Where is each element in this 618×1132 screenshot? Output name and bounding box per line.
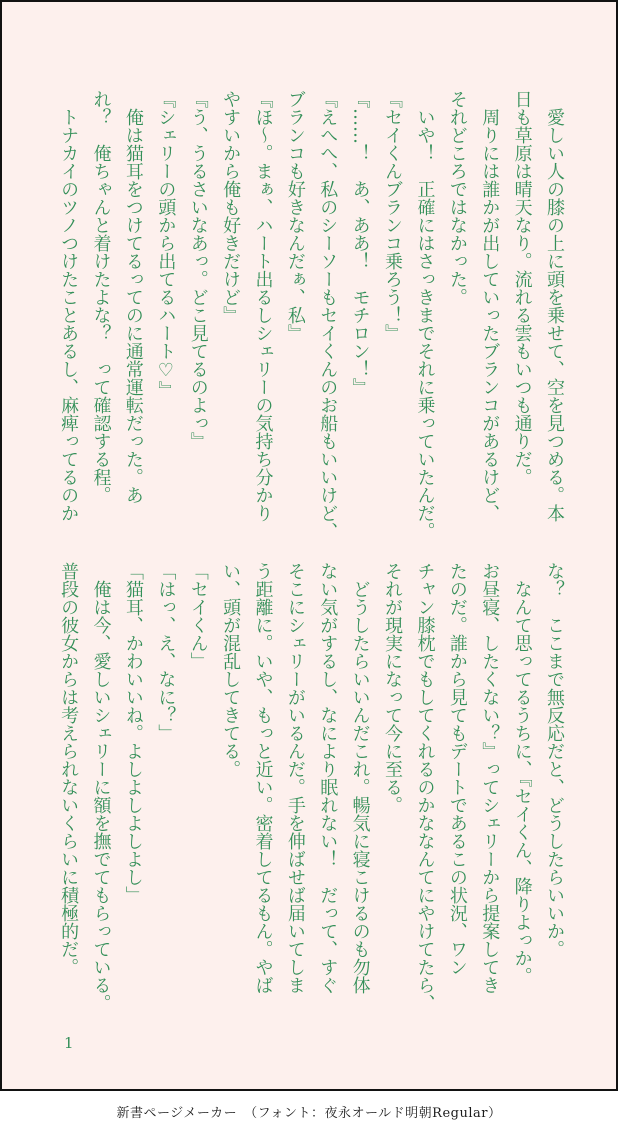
text-column: 『……！ あ、ああ！ モチロン！』 bbox=[349, 90, 371, 396]
text-column: それが現実になって今に至る。 bbox=[382, 562, 404, 814]
text-column: 「猫耳、かわいいね。よしよしよしよし」 bbox=[122, 562, 144, 904]
text-column: 俺は猫耳をつけてるってのに通常運転だった。あ bbox=[122, 90, 144, 504]
text-column: 愛しい人の膝の上に頭を乗せて、空を見つめる。本 bbox=[544, 90, 565, 522]
text-column: い、頭が混乱してきてる。 bbox=[220, 562, 242, 778]
text-column: トナカイのツノつけたことあるし、麻痺ってるのか bbox=[58, 90, 80, 522]
text-column: 普段の彼女からは考えられないくらいに積極的だ。 bbox=[58, 562, 80, 976]
text-column: ない気がするし、なにより眠れない！ だって、すぐ bbox=[317, 562, 339, 994]
text-column: 『ほ〜。まぁ、ハート出るしシェリーの気持ち分かり bbox=[252, 90, 274, 522]
text-column: なんて思ってるうちに、『セイくん、降りよっか。 bbox=[511, 562, 533, 985]
text-column: 「セイくん」 bbox=[187, 562, 209, 670]
text-column: どうしたらいいんだこれ。暢気に寝こけるのも勿体 bbox=[349, 562, 371, 994]
page-number: 1 bbox=[64, 1034, 74, 1052]
text-column: 『セイくんブランコ乗ろう！』 bbox=[382, 90, 404, 342]
vertical-text-block-top bbox=[52, 90, 570, 538]
text-column: チャン膝枕でもしてくれるのかななんてにやけてたら、 bbox=[414, 562, 436, 1012]
text-column: やすいから俺も好きだけど』 bbox=[220, 90, 242, 324]
text-column: お昼寝、したくない？』ってシェリーから提案してき bbox=[479, 562, 501, 994]
text-column: う距離に。いや、もっと近い。密着してるもん。やば bbox=[252, 562, 274, 994]
text-column: そこにシェリーがいるんだ。手を伸ばせば届いてしま bbox=[284, 562, 306, 994]
text-column: れ？ 俺ちゃんと着けたよな？ って確認する程。 bbox=[90, 90, 112, 504]
text-column: たのだ。誰から見てもデートであるこの状況、ワン bbox=[446, 562, 468, 976]
text-column: 『シェリーの頭から出てるハート♡』 bbox=[155, 90, 177, 399]
text-column: 『えへへ、私のシーソーもセイくんのお船もいいけど、 bbox=[317, 90, 339, 540]
text-column: 日も草原は晴天なり。流れる雲もいつも通りだ。 bbox=[511, 90, 533, 486]
text-column: ブランコも好きなんだぁ、私』 bbox=[284, 90, 306, 342]
text-column: それどころではなかった。 bbox=[446, 90, 468, 306]
footer-caption: 新書ページメーカー （フォント：夜永オールド明朝Regular） bbox=[0, 1091, 618, 1132]
text-column: 「はっ、え、なに？」 bbox=[155, 562, 177, 742]
text-column: 『う、うるさいなあっ。どこ見てるのよっ』 bbox=[187, 90, 209, 450]
text-column: な？ ここまで無反応だと、どうしたらいいか。 bbox=[544, 562, 565, 958]
text-column: 周りには誰かが出していったブランコがあるけど、 bbox=[479, 90, 501, 522]
text-column: いや！ 正確にはさっきまでそれに乗っていたんだ。 bbox=[414, 90, 436, 540]
text-column: 俺は今、愛しいシェリーに額を撫でてもらっている。 bbox=[90, 562, 112, 1012]
vertical-text-block-bottom bbox=[52, 562, 570, 1024]
